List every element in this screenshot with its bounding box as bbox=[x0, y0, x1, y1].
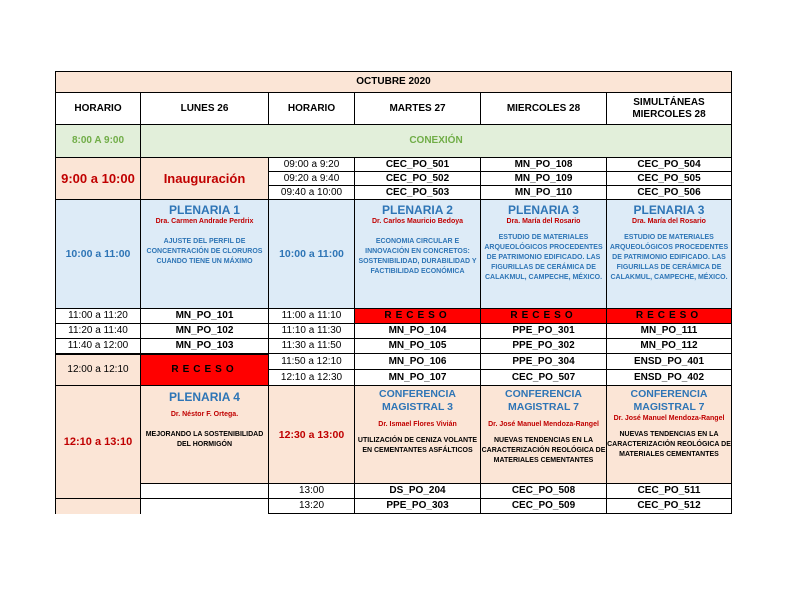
receso-cell: RECESO bbox=[607, 309, 732, 324]
session-code: ENSD_PO_402 bbox=[607, 370, 732, 386]
plenary-3b-cell bbox=[607, 200, 732, 309]
session-code: PPE_PO_303 bbox=[355, 499, 481, 514]
conference-sim-speaker: Dr. José Manuel Mendoza-Rangel bbox=[613, 415, 725, 422]
plenary-3b-topic: ESTUDIO DE MATERIALES ARQUEOLÓGICOS PROCEDENTES DE PATRIMONIO EDIFICADO. LAS FIGURILLAS DE CERÁMICA DE CALAKMUL, CAMPECHE, MÉXICO. bbox=[609, 234, 729, 281]
receso-2-time: 12:00 a 12:10 bbox=[56, 354, 141, 386]
plenary-3-speaker: Dra. María del Rosario bbox=[506, 218, 581, 225]
conference-sim-title: CONFERENCIA MAGISTRAL 7 bbox=[630, 388, 708, 413]
conference-mie-speaker: Dr. José Manuel Mendoza-Rangel bbox=[488, 421, 599, 428]
session-code: CEC_PO_501 bbox=[355, 158, 481, 172]
conference-mie-topic: NUEVAS TENDENCIAS EN LA CARACTERIZACIÓN REOLÓGICA DE MATERIALES CEMENTANTES bbox=[481, 437, 606, 464]
header-lunes: LUNES 26 bbox=[141, 93, 269, 125]
session-code: CEC_PO_504 bbox=[607, 158, 732, 172]
conference-mar-cell bbox=[355, 386, 481, 484]
header-simultaneas: SIMULTÁNEAS MIERCOLES 28 bbox=[607, 93, 732, 125]
connection-time: 8:00 A 9:00 bbox=[56, 125, 141, 158]
plenary-3-topic: ESTUDIO DE MATERIALES ARQUEOLÓGICOS PROCEDENTES DE PATRIMONIO EDIFICADO. LAS FIGURILLAS DE CERÁMICA DE CALAKMUL, CAMPECHE, MÉXICO. bbox=[484, 234, 603, 281]
plenary-2-topic: ECONOMIA CIRCULAR E INNOVACIÓN EN CONCRETOS: SOSTENIBILIDAD, DURABILIDAD Y FACTIBILIDAD ECONÓMICA bbox=[358, 238, 477, 275]
header-horario-2: HORARIO bbox=[269, 93, 355, 125]
plenary-4-cell bbox=[141, 386, 269, 484]
receso-cell: RECESO bbox=[355, 309, 481, 324]
session-code: MN_PO_112 bbox=[607, 339, 732, 354]
conference-time-left: 12:10 a 13:10 bbox=[56, 386, 141, 499]
slot-time: 13:20 bbox=[269, 499, 355, 514]
slot-time: 11:00 a 11:10 bbox=[269, 309, 355, 324]
session-code: CEC_PO_511 bbox=[607, 484, 732, 499]
session-code: PPE_PO_301 bbox=[481, 324, 607, 339]
conference-mie-cell bbox=[481, 386, 607, 484]
plenary-2-speaker: Dr. Carlos Mauricio Bedoya bbox=[371, 218, 464, 225]
plenary-1-speaker: Dra. Carmen Andrade Perdrix bbox=[155, 218, 254, 225]
slot-time: 11:30 a 11:50 bbox=[269, 339, 355, 354]
conference-mar-title: CONFERENCIA MAGISTRAL 3 bbox=[378, 388, 456, 413]
slot-time: 11:50 a 12:10 bbox=[269, 354, 355, 370]
connection-label: CONEXIÓN bbox=[141, 125, 732, 158]
plenary-4-speaker: Dr. Néstor F. Ortega. bbox=[170, 411, 239, 418]
inauguration-time: 9:00 a 10:00 bbox=[56, 158, 141, 200]
empty-cell bbox=[141, 499, 269, 514]
header-martes: MARTES 27 bbox=[355, 93, 481, 125]
slot-time: 11:10 a 11:30 bbox=[269, 324, 355, 339]
plenary-1-cell bbox=[141, 200, 269, 309]
session-code: MN_PO_101 bbox=[141, 309, 269, 324]
plenary-1-topic: AJUSTE DEL PERFIL DE CONCENTRACIÓN DE CLORUROS CUANDO TIENE UN MÁXIMO bbox=[146, 238, 263, 265]
empty-cell bbox=[56, 499, 141, 514]
slot-time: 13:00 bbox=[269, 484, 355, 499]
plenary-1-title: PLENARIA 1 bbox=[169, 203, 240, 217]
session-code: CEC_PO_502 bbox=[355, 172, 481, 186]
session-code: MN_PO_106 bbox=[355, 354, 481, 370]
session-code: MN_PO_104 bbox=[355, 324, 481, 339]
session-code: CEC_PO_509 bbox=[481, 499, 607, 514]
plenary-time-2: 10:00 a 11:00 bbox=[269, 200, 355, 309]
slot-time: 09:20 a 9:40 bbox=[269, 172, 355, 186]
empty-cell bbox=[141, 484, 269, 499]
session-code: CEC_PO_507 bbox=[481, 370, 607, 386]
session-code: MN_PO_105 bbox=[355, 339, 481, 354]
conference-mie-title: CONFERENCIA MAGISTRAL 7 bbox=[504, 388, 582, 413]
conference-mar-topic: UTILIZACIÓN DE CENIZA VOLANTE EN CEMENTANTES ASFÁLTICOS bbox=[357, 437, 478, 454]
receso-2-cell: RECESO bbox=[141, 354, 269, 386]
session-code: CEC_PO_505 bbox=[607, 172, 732, 186]
conference-time-right: 12:30 a 13:00 bbox=[269, 386, 355, 484]
session-code: MN_PO_107 bbox=[355, 370, 481, 386]
session-code: MN_PO_103 bbox=[141, 339, 269, 354]
session-code: CEC_PO_503 bbox=[355, 186, 481, 200]
conference-sim-topic: NUEVAS TENDENCIAS EN LA CARACTERIZACIÓN REOLÓGICA DE MATERIALES CEMENTANTES bbox=[607, 431, 731, 458]
session-code: MN_PO_109 bbox=[481, 172, 607, 186]
conference-mar-speaker: Dr. Ismael Flores Vivián bbox=[378, 421, 457, 428]
receso-cell: RECESO bbox=[481, 309, 607, 324]
slot-time: 11:40 a 12:00 bbox=[56, 339, 141, 354]
plenary-3b-title: PLENARIA 3 bbox=[633, 203, 705, 217]
session-code: MN_PO_110 bbox=[481, 186, 607, 200]
session-code: CEC_PO_506 bbox=[607, 186, 732, 200]
slot-time: 11:00 a 11:20 bbox=[56, 309, 141, 324]
slot-time: 09:40 a 10:00 bbox=[269, 186, 355, 200]
slot-time: 12:10 a 12:30 bbox=[269, 370, 355, 386]
page-title: OCTUBRE 2020 bbox=[56, 72, 732, 93]
session-code: MN_PO_102 bbox=[141, 324, 269, 339]
plenary-4-topic: MEJORANDO LA SOSTENIBILIDAD DEL HORMIGÓN bbox=[145, 431, 264, 448]
session-code: CEC_PO_508 bbox=[481, 484, 607, 499]
session-code: PPE_PO_304 bbox=[481, 354, 607, 370]
slot-time: 11:20 a 11:40 bbox=[56, 324, 141, 339]
plenary-4-title: PLENARIA 4 bbox=[169, 390, 240, 404]
session-code: CEC_PO_512 bbox=[607, 499, 732, 514]
plenary-3-cell bbox=[481, 200, 607, 309]
session-code: ENSD_PO_401 bbox=[607, 354, 732, 370]
conference-sim-cell bbox=[607, 386, 732, 484]
session-code: MN_PO_108 bbox=[481, 158, 607, 172]
session-code: DS_PO_204 bbox=[355, 484, 481, 499]
plenary-3-title: PLENARIA 3 bbox=[508, 203, 579, 217]
header-horario: HORARIO bbox=[56, 93, 141, 125]
plenary-2-cell bbox=[355, 200, 481, 309]
slot-time: 09:00 a 9:20 bbox=[269, 158, 355, 172]
plenary-time: 10:00 a 11:00 bbox=[56, 200, 141, 309]
header-miercoles: MIERCOLES 28 bbox=[481, 93, 607, 125]
plenary-2-title: PLENARIA 2 bbox=[382, 203, 453, 217]
schedule-table bbox=[55, 71, 732, 514]
plenary-3b-speaker: Dra. María del Rosario bbox=[632, 218, 706, 225]
session-code: PPE_PO_302 bbox=[481, 339, 607, 354]
session-code: MN_PO_111 bbox=[607, 324, 732, 339]
inauguration-label: Inauguración bbox=[141, 158, 269, 200]
